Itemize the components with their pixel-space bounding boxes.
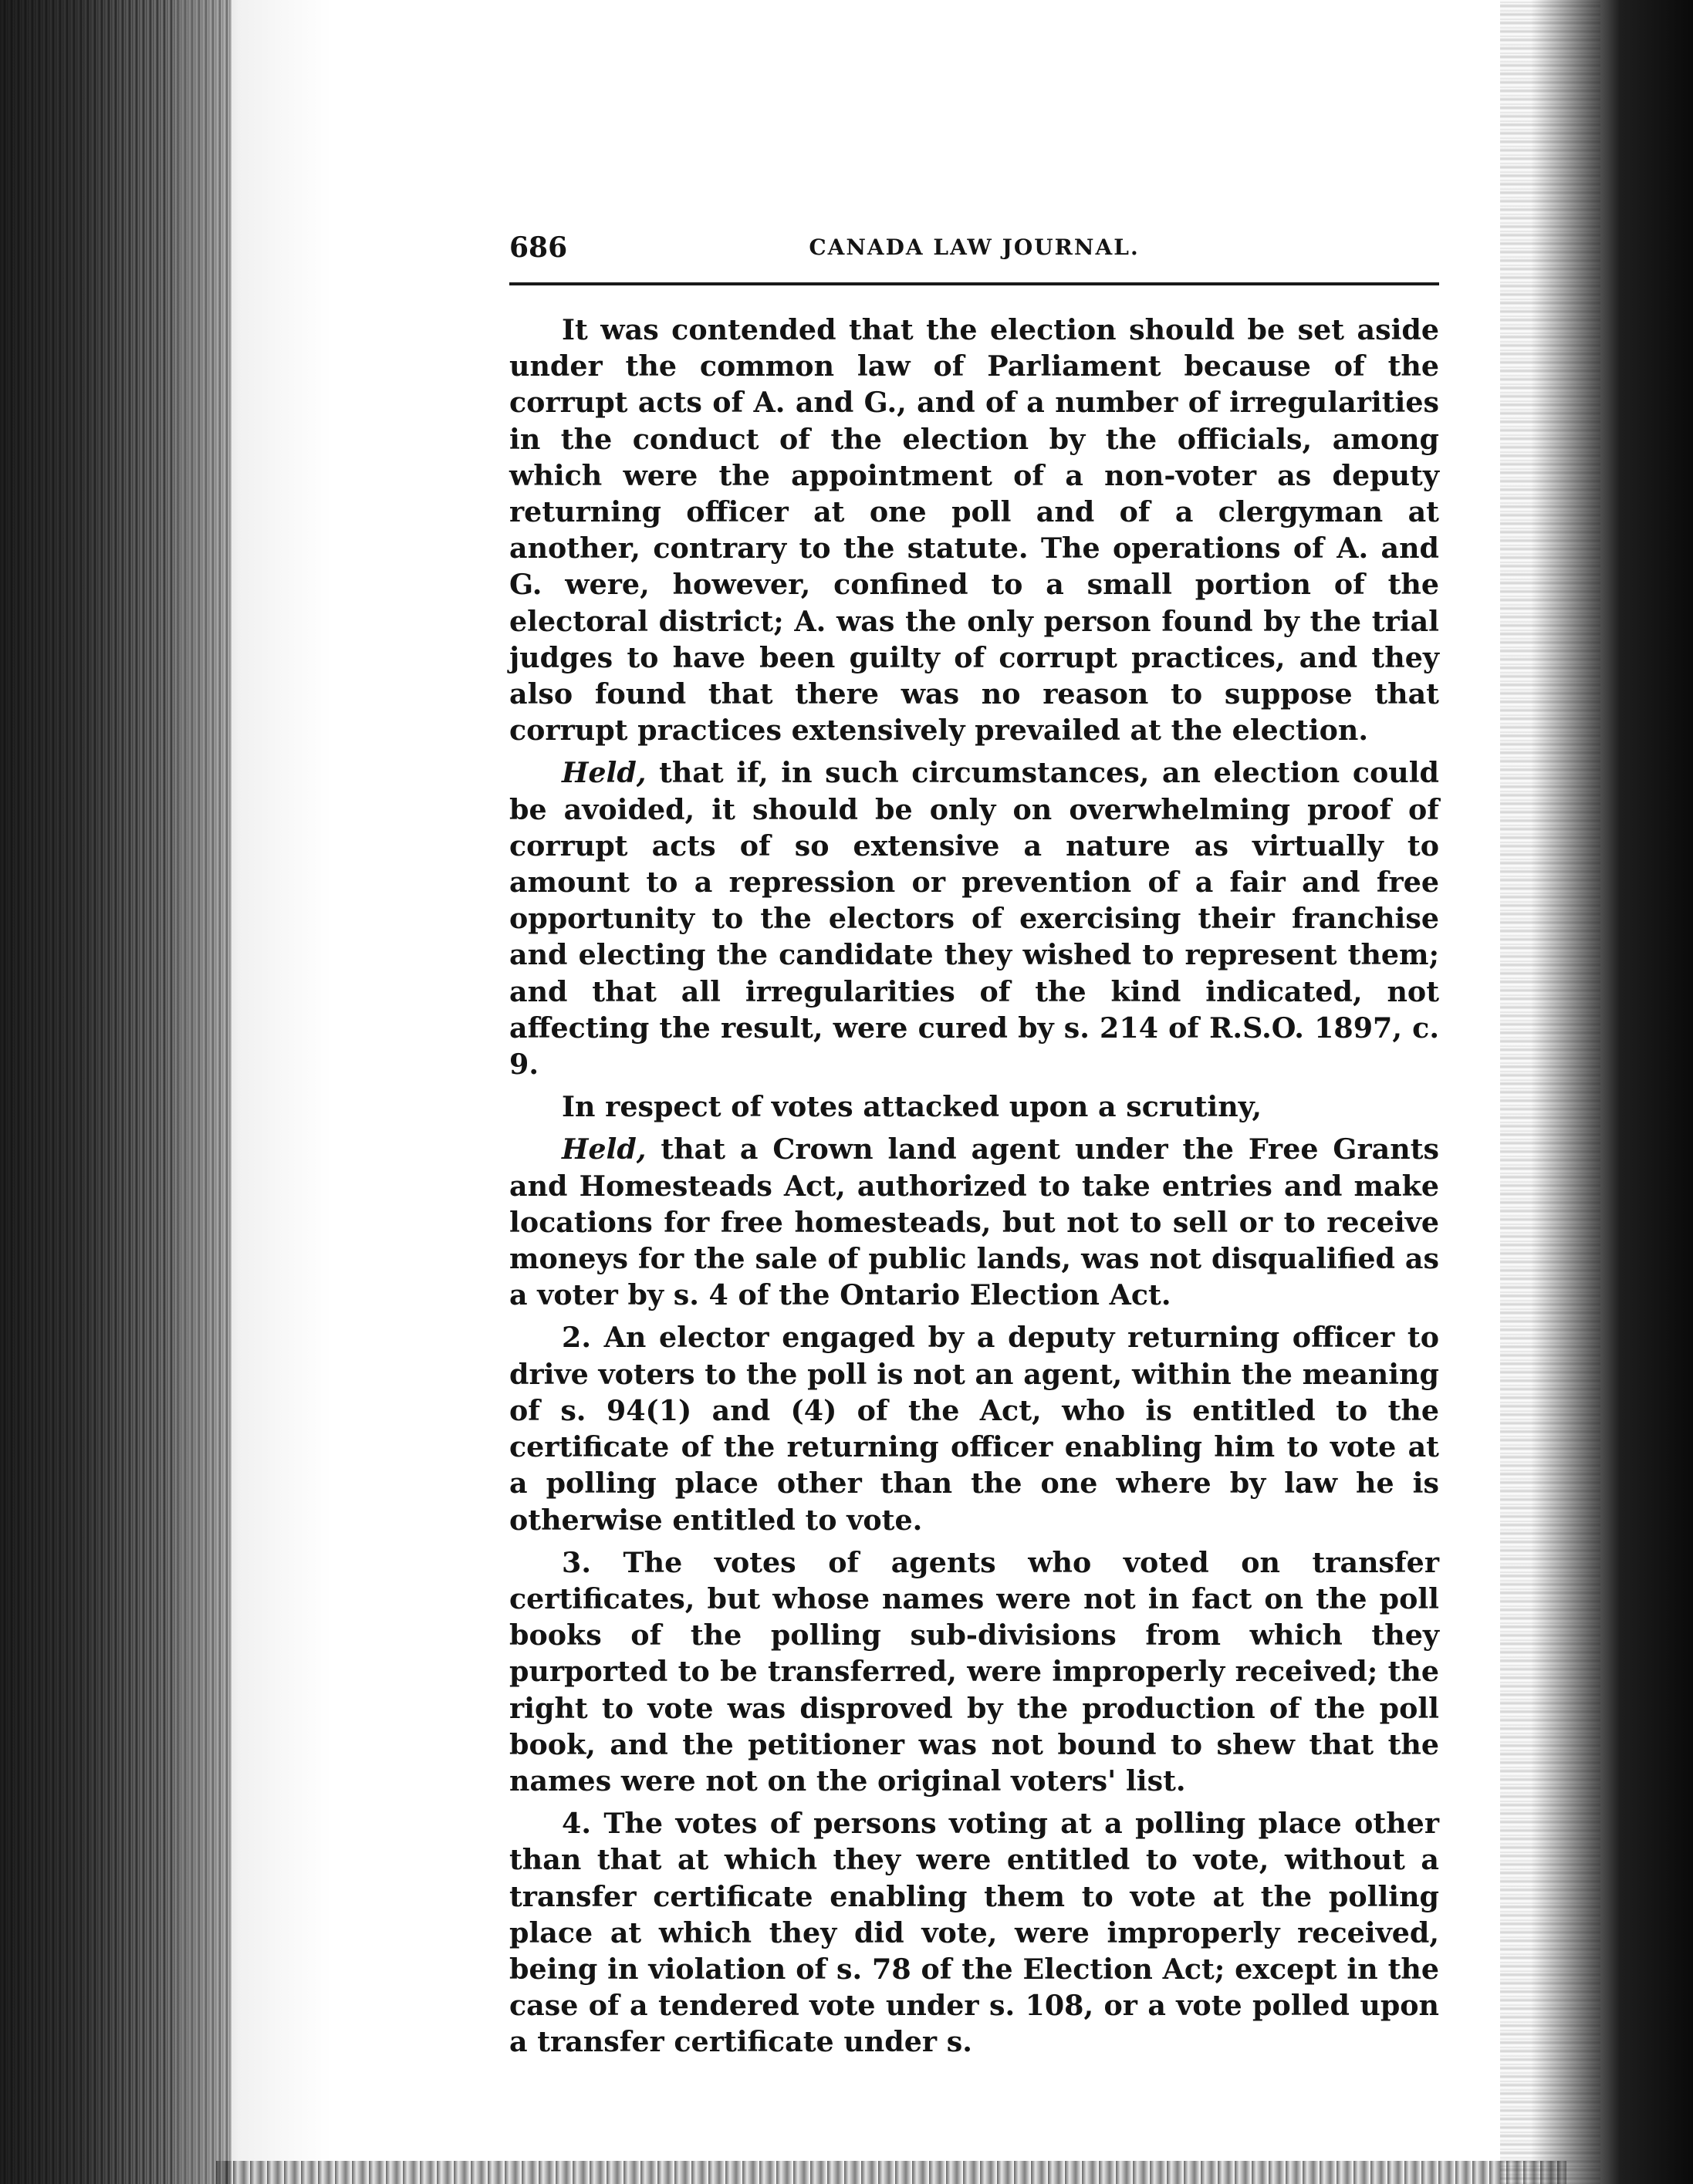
body-text xyxy=(509,312,1439,2061)
paragraph: It was contended that the election should be set aside under the common law of Parliament because of the corrupt acts of A. and G., and of a number of irregularities in the conduct of the election by the officials, among which were the appointment of a non-voter as deputy returning officer at one poll and of a clergyman at another, contrary to the statute. The operations of A. and G. were, however, confined to a small portion of the electoral district; A. was the only person found by the trial judges to have been guilty of corrupt practices, and they also found that there was no reason to suppose that corrupt practices extensively prevailed at the election. xyxy=(509,313,1439,748)
paragraph: 2. An elector engaged by a deputy returning officer to drive voters to the poll is not an agent, within the meaning of s. 94(1) and (4) of the Act, who is entitled to the certificate of the returning officer enabling him to vote at a polling place other than the one where by law he is otherwise entitled to vote. xyxy=(509,1321,1439,1537)
page-edge-bottom xyxy=(216,2161,1566,2184)
paragraph: 4. The votes of persons voting at a polling place other than that at which they were entitled to vote, without a transfer certificate enabling them to vote at the polling place at which they did vote, were improperly received, being in violation of s. 78 of the Election Act; except in the case of a tendered vote under s. 108, or a vote polled upon a transfer certificate under s. xyxy=(509,1807,1439,2059)
journal-page xyxy=(509,231,1439,2067)
paragraph: 3. The votes of agents who voted on transfer certificates, but whose names were not in fact on the poll books of the polling sub-divisions from which they purported to be transferred, were improperly received; the right to vote was disproved by the production of the poll book, and the petitioner was not bound to shew that the names were not on the original voters' list. xyxy=(509,1545,1439,1797)
held-label: Held, xyxy=(562,756,647,790)
running-head xyxy=(509,231,1439,278)
paragraph: Held, that if, in such circumstances, an election could be avoided, it should be only on overwhelming proof of corrupt acts of so extensive a nature as virtually to amount to a repression or prevention of a fair and free opportunity to the electors of exercising their franchise and electing the candidate they wished to represent them; and that all irregularities of the kind indicated, not affecting the result, were cured by s. 214 of R.S.O. 1897, c. 9. xyxy=(509,756,1439,1082)
journal-title: CANADA LAW JOURNAL. xyxy=(809,235,1140,260)
held-label: Held, xyxy=(562,1133,647,1166)
header-rule xyxy=(509,282,1439,285)
binding-fade xyxy=(177,0,332,2184)
paragraph: In respect of votes attacked upon a scrutiny, xyxy=(562,1090,1262,1124)
paragraph: Held, that a Crown land agent under the Free Grants and Homesteads Act, authorized to take entries and make locations for free homesteads, but not to sell or to receive moneys for the sale of public lands, was not disqualified as a voter by s. 4 of the Ontario Election Act. xyxy=(509,1133,1439,1312)
page-edge-speckle xyxy=(1500,0,1600,2184)
page-number: 686 xyxy=(509,231,568,264)
